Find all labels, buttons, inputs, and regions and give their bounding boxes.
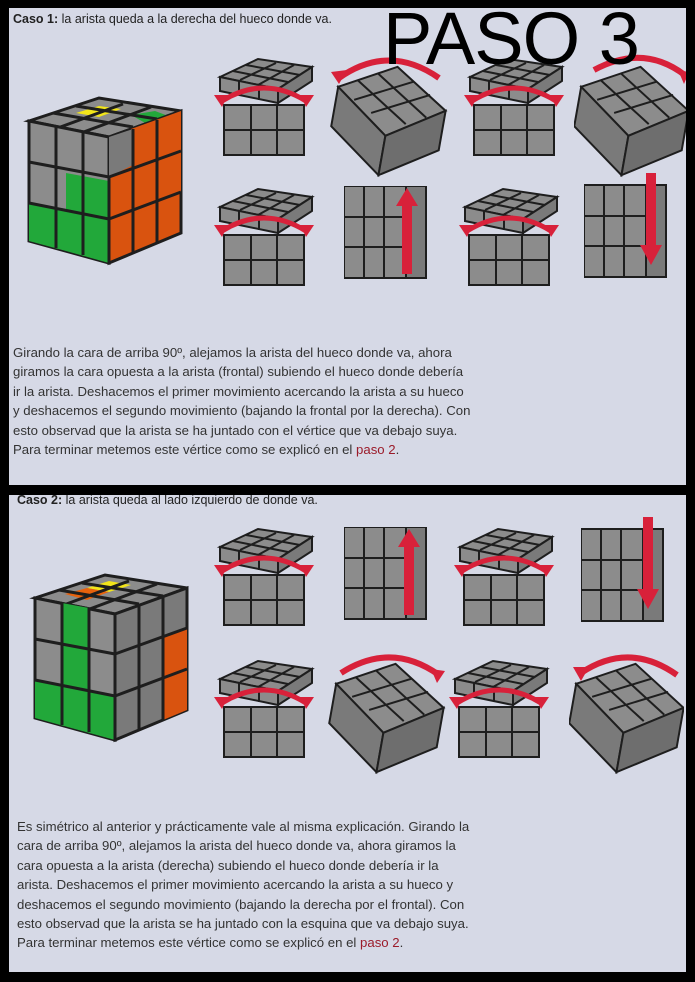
move-rotate-top-5 — [214, 523, 326, 628]
move-up-1 — [344, 186, 434, 286]
case-1-caption: Caso 1: la arista queda a la derecha del hueco donde va. — [13, 12, 332, 26]
move-tilt-cube-3 — [327, 645, 447, 775]
paso-2-link[interactable]: paso 2 — [356, 442, 396, 458]
move-rotate-top-6 — [454, 523, 566, 628]
rubiks-cube-icon — [21, 93, 191, 268]
case-2-caption: Caso 2: la arista queda al lado izquierdo de donde va. — [17, 495, 318, 507]
move-rotate-top-8 — [449, 655, 561, 760]
case-2-panel — [9, 495, 686, 972]
move-rotate-top-4 — [459, 183, 571, 288]
page-title: PASO 3 — [383, 0, 639, 80]
move-rotate-top-1 — [214, 53, 326, 158]
move-rotate-top-7 — [214, 655, 326, 760]
move-tilt-cube-4 — [569, 645, 684, 775]
move-up-2 — [344, 527, 434, 627]
move-down-2 — [581, 517, 676, 627]
paso-2-link[interactable]: paso 2 — [360, 935, 400, 951]
case-1-paragraph: Girando la cara de arriba 90º, alejamos la arista del hueco donde va, ahora giramos la cara opuesta a la arista (frontal) subiendo el hueco donde debería ir la arista. Deshacemos el primer movimiento acercando la arista a su hueco y deshacemos el segundo movimiento (bajando la frontal por la derecha). Con esto observad que la arista se ha juntado con el vértice que va debajo suya. Para terminar metemos este vértice como se explicó en el paso 2. — [13, 345, 471, 458]
case-2-paragraph: Es simétrico al anterior y prácticamente vale al misma explicación. Girando la cara de arriba 90º, alejamos la arista del hueco donde va, ahora giramos la cara opuesta a la arista (derecha) subiendo el hueco donde debería ir la arista. Deshacemos el primer movimiento acercando la arista a su hueco y deshacemos el segundo movimiento (bajando la derecha por el frontal). Con esto observad que la arista se ha juntado con la esquina que va debajo suya. Para terminar metemos este vértice como se explicó en el paso 2. — [17, 819, 470, 951]
move-down-1 — [584, 173, 679, 283]
move-rotate-top-3 — [214, 183, 326, 288]
rubiks-cube-icon — [27, 570, 197, 745]
